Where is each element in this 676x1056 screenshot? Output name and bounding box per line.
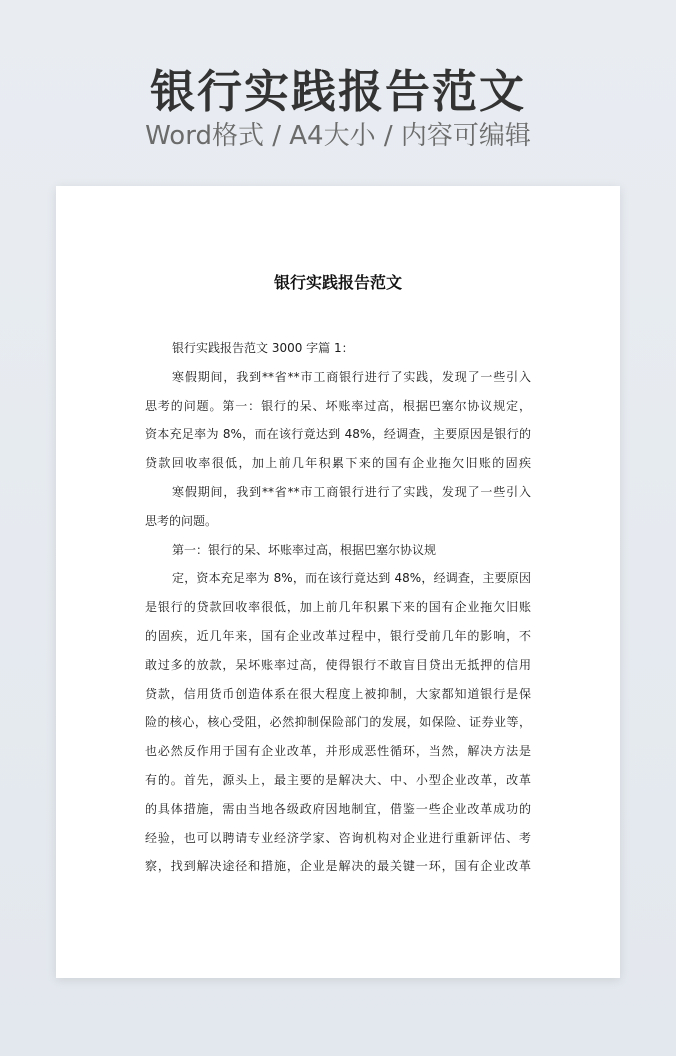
document-line: 定，资本充足率为 8%，而在该行竟达到 48%，经调查，主要原因 — [172, 571, 531, 586]
document-line: 寒假期间，我到**省**市工商银行进行了实践，发现了一些引入 — [172, 484, 531, 499]
document-line: 思考的问题。第一：银行的呆、坏账率过高，根据巴塞尔协议规定， — [145, 398, 531, 413]
document-line: 是银行的贷款回收率很低，加上前几年积累下来的国有企业拖欠旧账 — [145, 600, 531, 615]
document-line: 资本充足率为 8%，而在该行竟达到 48%，经调查，主要原因是银行的 — [145, 427, 531, 442]
document-line: 贷款，信用货币创造体系在很大程度上被抑制，大家都知道银行是保 — [145, 686, 531, 701]
document-line: 贷款回收率很低，加上前几年积累下来的国有企业拖欠旧账的固疾 — [145, 456, 531, 471]
document-line: 有的。首先，源头上，最主要的是解决大、中、小型企业改革，改革 — [145, 772, 531, 787]
document-line: 险的核心，核心受阻，必然抑制保险部门的发展，如保险、证券业等， — [145, 715, 531, 730]
document-line: 寒假期间，我到**省**市工商银行进行了实践，发现了一些引入 — [172, 369, 531, 384]
document-line: 也必然反作用于国有企业改革，并形成恶性循环，当然，解决方法是 — [145, 744, 531, 759]
document-title: 银行实践报告范文 — [273, 273, 402, 292]
document-line: 敢过多的放款，呆坏账率过高，使得银行不敢盲目贷出无抵押的信用 — [145, 657, 531, 672]
banner-title: 银行实践报告范文 — [149, 65, 526, 118]
document-line: 经验，也可以聘请专业经济学家、咨询机构对企业进行重新评估、考 — [145, 830, 531, 845]
document-line: 银行实践报告范文 3000 字篇 1： — [172, 341, 354, 355]
banner — [0, 0, 676, 180]
document-body — [145, 337, 531, 884]
document-line: 的固疾，近几年来，国有企业改革过程中，银行受前几年的影响，不 — [145, 628, 531, 643]
document-line: 第一：银行的呆、坏账率过高，根据巴塞尔协议规 — [172, 542, 437, 557]
banner-subtitle: Word格式 / A4大小 / 内容可编辑 — [145, 121, 531, 151]
document-line: 的具体措施，需由当地各级政府因地制宜，借鉴一些企业改革成功的 — [145, 801, 531, 816]
document-line: 察，找到解决途径和措施，企业是解决的最关键一环，国有企业改革 — [145, 859, 531, 874]
document-line: 思考的问题。 — [145, 513, 218, 528]
